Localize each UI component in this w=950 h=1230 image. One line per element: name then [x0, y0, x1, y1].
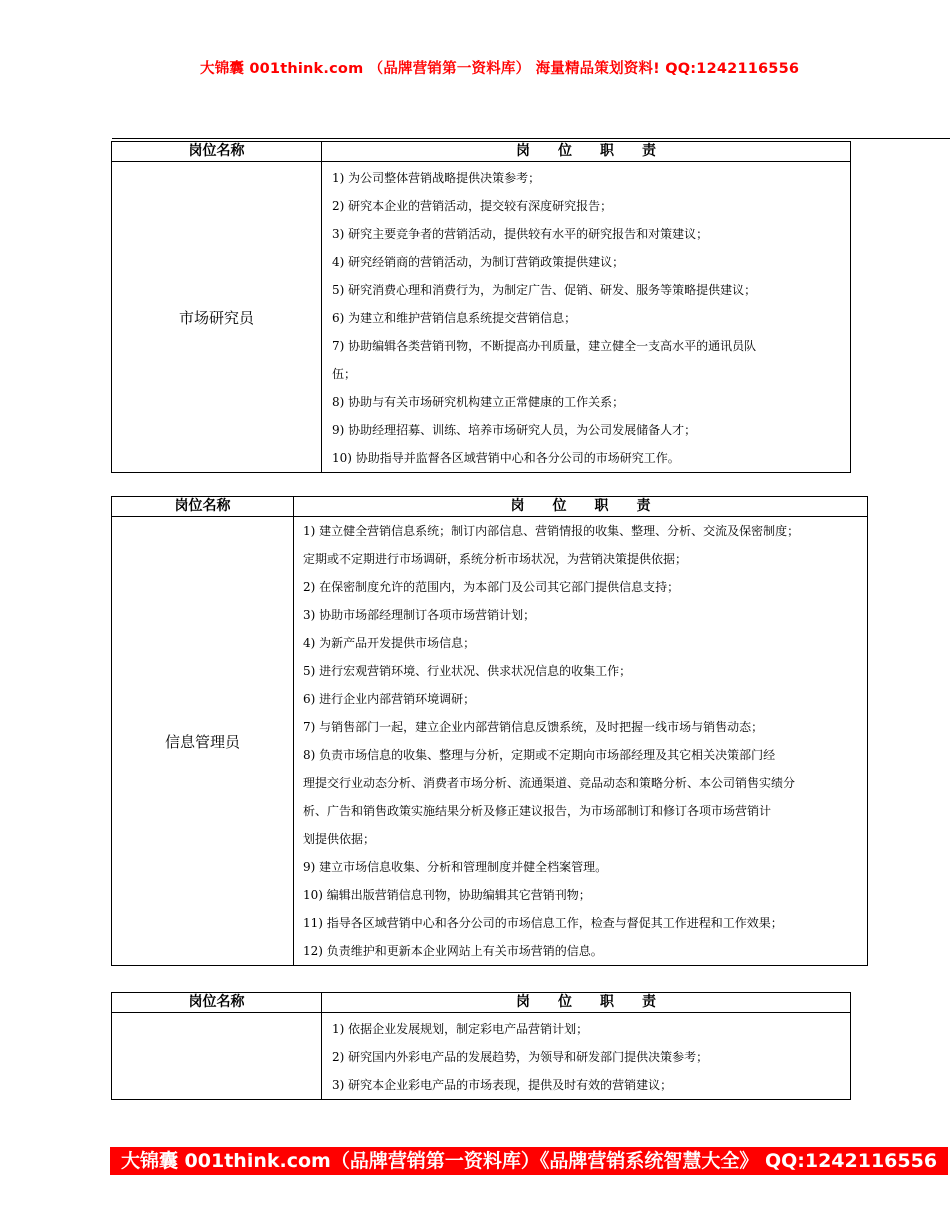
duty-line: 2) 研究本企业的营销活动，提交较有深度研究报告； — [332, 199, 613, 213]
duty-line: 理提交行业动态分析、消费者市场分析、流通渠道、竞品动态和策略分析、本公司销售实绩分 — [303, 776, 796, 790]
duty-line: 2) 在保密制度允许的范围内，为本部门及公司其它部门提供信息支持； — [303, 580, 680, 594]
duty-line: 7) 协助编辑各类营销刊物，不断提高办刊质量，建立健全一支高水平的通讯员队 — [332, 339, 757, 353]
duty-line: 4) 研究经销商的营销活动，为制订营销政策提供建议； — [332, 255, 625, 269]
table-row — [112, 517, 868, 966]
duty-line: 6) 进行企业内部营销环境调研； — [303, 692, 476, 706]
col-header-position-name: 岗位名称 — [112, 142, 322, 162]
duty-line: 析、广告和销售政策实施结果分析及修正建议报告，为市场部制订和修订各项市场营销计 — [303, 804, 772, 818]
table-header-row — [112, 142, 851, 162]
duty-line: 1) 建立健全营销信息系统；制订内部信息、营销情报的收集、整理、分析、交流及保密制度； — [303, 524, 800, 538]
duty-line: 6) 为建立和维护营销信息系统提交营销信息； — [332, 311, 577, 325]
role-name — [112, 1013, 322, 1100]
duty-line: 9) 协助经理招募、训练、培养市场研究人员，为公司发展储备人才； — [332, 423, 697, 437]
table-header-row — [112, 993, 851, 1013]
col-header-duties: 岗 位 职 责 — [294, 497, 868, 517]
duty-line: 1) 为公司整体营销战略提供决策参考； — [332, 171, 541, 185]
duty-line: 1) 依据企业发展规划，制定彩电产品营销计划； — [332, 1022, 589, 1036]
col-header-position-name: 岗位名称 — [112, 993, 322, 1013]
duty-line: 9) 建立市场信息收集、分析和管理制度并健全档案管理。 — [303, 860, 608, 874]
duty-table-info-manager — [111, 496, 868, 966]
duty-line: 10) 编辑出版营销信息刊物，协助编辑其它营销刊物； — [303, 888, 591, 902]
role-name: 信息管理员 — [112, 517, 294, 966]
duty-table-tv-product — [111, 992, 851, 1100]
duty-table-market-researcher — [111, 141, 851, 473]
duty-line: 5) 进行宏观营销环境、行业状况、供求状况信息的收集工作； — [303, 664, 632, 678]
header-banner: 大锦囊 001think.com （品牌营销第一资料库） 海量精品策划资料! QQ:1242116556 — [200, 61, 800, 77]
duty-line: 伍； — [332, 367, 357, 381]
duties-cell — [322, 162, 851, 473]
duty-line: 2) 研究国内外彩电产品的发展趋势，为领导和研发部门提供决策参考； — [332, 1050, 709, 1064]
duty-line: 3) 研究主要竞争者的营销活动，提供较有水平的研究报告和对策建议； — [332, 227, 709, 241]
duty-line: 5) 研究消费心理和消费行为，为制定广告、促销、研发、服务等策略提供建议； — [332, 283, 757, 297]
footer-banner: 大锦囊 001think.com（品牌营销第一资料库）《品牌营销系统智慧大全》 QQ:1242116556 — [110, 1147, 948, 1175]
duties-cell — [294, 517, 868, 966]
duty-line: 划提供依据； — [303, 832, 376, 846]
duties-cell — [322, 1013, 851, 1100]
col-header-duties: 岗 位 职 责 — [322, 142, 851, 162]
role-name: 市场研究员 — [112, 162, 322, 473]
col-header-position-name: 岗位名称 — [112, 497, 294, 517]
duty-line: 4) 为新产品开发提供市场信息； — [303, 636, 476, 650]
duty-line: 12) 负责维护和更新本企业网站上有关市场营销的信息。 — [303, 944, 603, 958]
duty-line: 3) 协助市场部经理制订各项市场营销计划； — [303, 608, 536, 622]
duty-line: 定期或不定期进行市场调研，系统分析市场状况，为营销决策提供依据； — [303, 552, 688, 566]
col-header-duties: 岗 位 职 责 — [322, 993, 851, 1013]
table-header-row — [112, 497, 868, 517]
duty-line: 8) 协助与有关市场研究机构建立正常健康的工作关系； — [332, 395, 625, 409]
top-divider — [112, 138, 950, 139]
table-row — [112, 1013, 851, 1100]
table-row — [112, 162, 851, 473]
duty-line: 7) 与销售部门一起，建立企业内部营销信息反馈系统，及时把握一线市场与销售动态； — [303, 720, 764, 734]
duty-line: 3) 研究本企业彩电产品的市场表现，提供及时有效的营销建议； — [332, 1078, 673, 1092]
duty-line: 11) 指导各区域营销中心和各分公司的市场信息工作，检查与督促其工作进程和工作效果； — [303, 916, 783, 930]
duty-line: 10) 协助指导并监督各区域营销中心和各分公司的市场研究工作。 — [332, 451, 680, 465]
duty-line: 8) 负责市场信息的收集、整理与分析，定期或不定期向市场部经理及其它相关决策部门经 — [303, 748, 776, 762]
